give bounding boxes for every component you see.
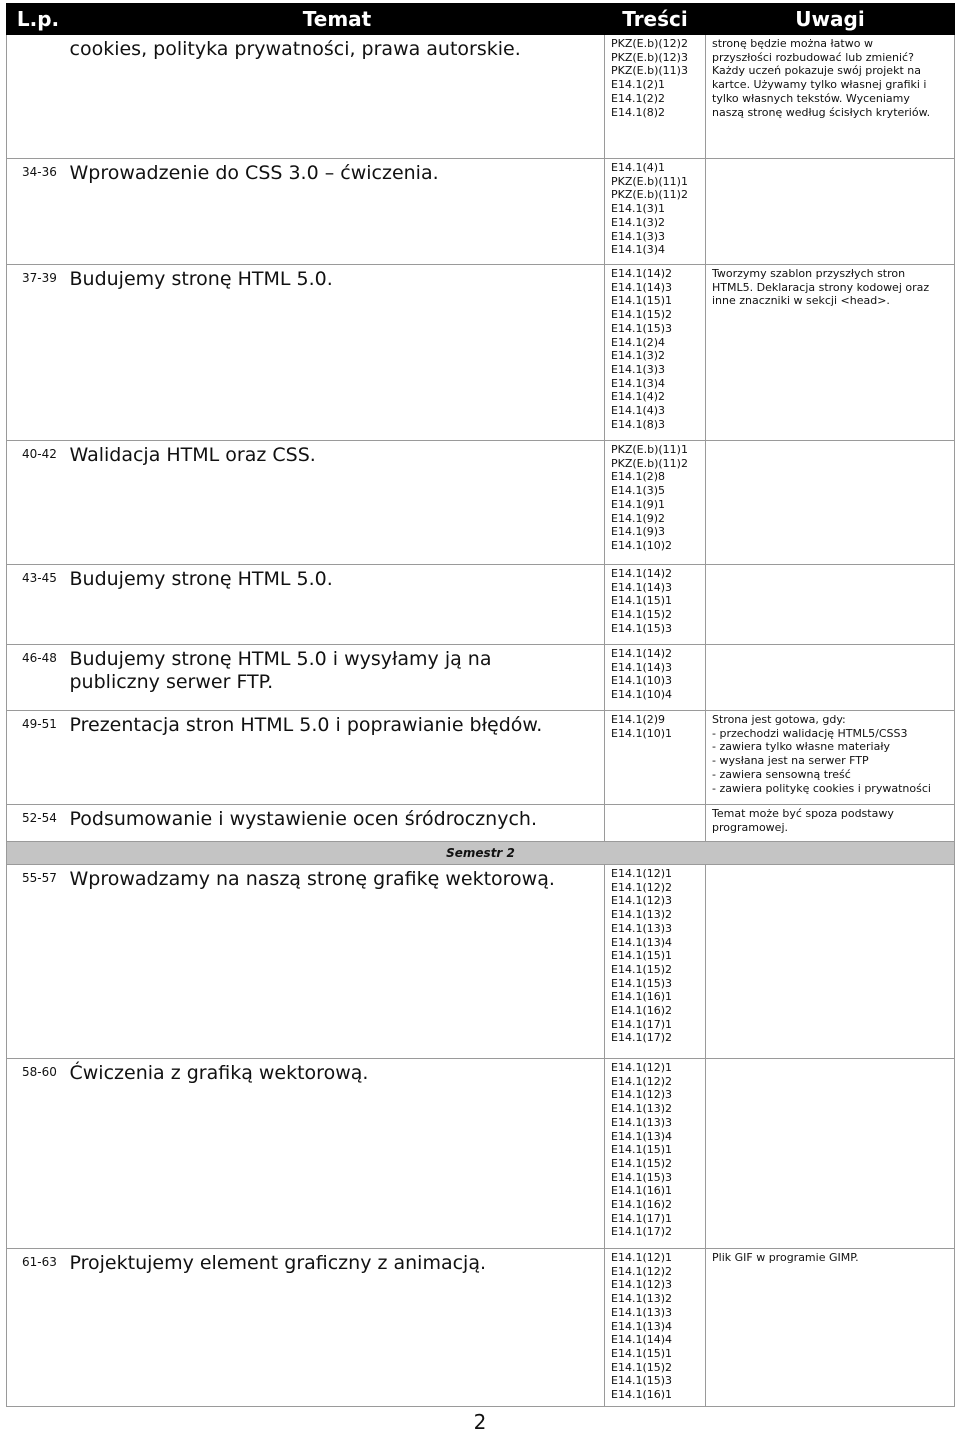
row-content (605, 265, 706, 441)
header-lp: L.p. (7, 4, 70, 35)
table-row (7, 805, 955, 842)
text-line: E14.1(9)3 (611, 525, 666, 539)
text-line: E14.1(9)2 (611, 511, 666, 525)
row-content (605, 645, 706, 711)
text-line: E14.1(12)3 (611, 1278, 673, 1292)
text-line: E14.1(16)1 (611, 1388, 673, 1402)
header-notes: Uwagi (706, 4, 955, 35)
text-line: - przechodzi walidację HTML5/CSS3 (712, 726, 908, 740)
text-line: PKZ(E.b)(11)2 (611, 456, 688, 470)
text-line: E14.1(2)8 (611, 470, 666, 484)
table-row (7, 645, 955, 711)
row-notes (706, 265, 955, 441)
text-line: E14.1(16)1 (611, 1184, 673, 1198)
row-content (605, 805, 706, 842)
semester-label: Semestr 2 (7, 842, 955, 865)
text-line: E14.1(10)4 (611, 688, 673, 702)
row-lp: 61-63 (7, 1249, 70, 1407)
text-line: Każdy uczeń pokazuje swój projekt na (712, 64, 921, 78)
text-line: E14.1(13)2 (611, 1102, 673, 1116)
row-notes (706, 805, 955, 842)
text-line: E14.1(15)1 (611, 294, 673, 308)
table-row (7, 265, 955, 441)
row-lp: 55-57 (7, 865, 70, 1059)
text-line: Temat może być spoza podstawy (712, 807, 894, 820)
text-line: E14.1(15)2 (611, 308, 673, 322)
text-line: E14.1(4)1 (611, 161, 666, 174)
row-content (605, 1059, 706, 1249)
text-line: E14.1(3)4 (611, 376, 666, 390)
text-line: kartce. Używamy tylko własnej grafiki i (712, 78, 927, 92)
text-line: E14.1(4)2 (611, 390, 666, 404)
text-line: E14.1(14)4 (611, 1333, 673, 1347)
text-line: E14.1(15)2 (611, 962, 673, 976)
table-row (7, 35, 955, 159)
text-line: stronę będzie można łatwo w (712, 37, 873, 50)
text-line: E14.1(12)1 (611, 867, 673, 880)
text-line: - zawiera tylko własne materiały (712, 740, 890, 754)
text-line: E14.1(12)2 (611, 1074, 673, 1088)
text-line: E14.1(15)2 (611, 608, 673, 622)
semester-divider-row (7, 842, 955, 865)
text-line: E14.1(12)1 (611, 1061, 673, 1074)
text-line: E14.1(16)1 (611, 990, 673, 1004)
text-line: przyszłości rozbudować lub zmienić? (712, 50, 914, 64)
text-line: E14.1(15)1 (611, 1143, 673, 1157)
row-topic: Budujemy stronę HTML 5.0. (70, 565, 605, 645)
text-line: PKZ(E.b)(11)1 (611, 174, 688, 188)
row-content (605, 441, 706, 565)
text-line: E14.1(14)3 (611, 580, 673, 594)
row-topic: cookies, polityka prywatności, prawa autorskie. (70, 35, 605, 159)
text-line: E14.1(15)3 (611, 321, 673, 335)
row-lp: 52-54 (7, 805, 70, 842)
text-line: E14.1(15)3 (611, 976, 673, 990)
row-topic: Ćwiczenia z grafiką wektorową. (70, 1059, 605, 1249)
text-line: E14.1(15)2 (611, 1156, 673, 1170)
text-line: E14.1(3)1 (611, 202, 666, 216)
text-line: E14.1(12)2 (611, 1264, 673, 1278)
row-topic: Budujemy stronę HTML 5.0. (70, 265, 605, 441)
text-line: E14.1(13)3 (611, 921, 673, 935)
text-line: E14.1(3)3 (611, 362, 666, 376)
text-line: E14.1(14)2 (611, 567, 673, 580)
row-content (605, 1249, 706, 1407)
text-line: Tworzymy szablon przyszłych stron (712, 267, 906, 280)
table-row (7, 441, 955, 565)
text-line: E14.1(13)4 (611, 1129, 673, 1143)
row-topic: Podsumowanie i wystawienie ocen śródrocznych. (70, 805, 605, 842)
text-line: E14.1(9)1 (611, 497, 666, 511)
text-line: programowej. (712, 820, 789, 834)
text-line: inne znaczniki w sekcji <head>. (712, 294, 890, 308)
text-line: E14.1(13)4 (611, 935, 673, 949)
text-line: E14.1(13)4 (611, 1319, 673, 1333)
text-line: Budujemy stronę HTML 5.0 i wysyłamy ją na (69, 648, 492, 670)
row-content (605, 159, 706, 265)
row-notes (706, 711, 955, 805)
text-line: E14.1(15)2 (611, 1360, 673, 1374)
text-line: naszą stronę według ścisłych kryteriów. (712, 105, 931, 119)
text-line: PKZ(E.b)(12)3 (611, 50, 688, 64)
text-line: - wysłana jest na serwer FTP (712, 754, 869, 768)
row-topic (70, 645, 605, 711)
text-line: tylko własnych tekstów. Wyceniamy (712, 91, 910, 105)
text-line: E14.1(12)2 (611, 880, 673, 894)
text-line: E14.1(13)2 (611, 908, 673, 922)
row-lp: 34-36 (7, 159, 70, 265)
row-notes (706, 1249, 955, 1407)
text-line: E14.1(3)3 (611, 229, 666, 243)
text-line: PKZ(E.b)(11)2 (611, 188, 688, 202)
text-line: E14.1(17)2 (611, 1031, 673, 1045)
row-notes (706, 565, 955, 645)
table-row (7, 865, 955, 1059)
text-line: HTML5. Deklaracja strony kodowej oraz (712, 280, 930, 294)
header-content: Treści (605, 4, 706, 35)
text-line: E14.1(10)1 (611, 726, 673, 740)
text-line: Plik GIF w programie GIMP. (712, 1251, 859, 1264)
text-line: publiczny serwer FTP. (69, 671, 274, 693)
row-notes (706, 35, 955, 159)
text-line: E14.1(8)2 (611, 105, 666, 119)
text-line: E14.1(14)3 (611, 660, 673, 674)
text-line: E14.1(15)1 (611, 949, 673, 963)
row-topic: Projektujemy element graficzny z animacją. (70, 1249, 605, 1407)
text-line: E14.1(13)3 (611, 1115, 673, 1129)
text-line: E14.1(2)2 (611, 91, 666, 105)
row-lp (7, 35, 70, 159)
text-line: E14.1(14)2 (611, 267, 673, 280)
text-line: E14.1(15)1 (611, 1346, 673, 1360)
text-line: PKZ(E.b)(12)2 (611, 37, 688, 50)
text-line: E14.1(4)3 (611, 404, 666, 418)
text-line: E14.1(3)2 (611, 349, 666, 363)
text-line: E14.1(15)3 (611, 1170, 673, 1184)
row-notes (706, 1059, 955, 1249)
text-line: E14.1(16)2 (611, 1004, 673, 1018)
row-lp: 43-45 (7, 565, 70, 645)
text-line: E14.1(10)3 (611, 674, 673, 688)
row-content (605, 865, 706, 1059)
text-line: E14.1(8)3 (611, 417, 666, 431)
row-lp: 40-42 (7, 441, 70, 565)
text-line: E14.1(17)2 (611, 1225, 673, 1239)
table-header-row (7, 4, 955, 35)
row-content (605, 565, 706, 645)
text-line: PKZ(E.b)(11)1 (611, 443, 688, 456)
row-topic: Wprowadzenie do CSS 3.0 – ćwiczenia. (70, 159, 605, 265)
text-line: E14.1(3)5 (611, 484, 666, 498)
table-row (7, 711, 955, 805)
row-lp: 46-48 (7, 645, 70, 711)
row-lp: 49-51 (7, 711, 70, 805)
text-line: Strona jest gotowa, gdy: (712, 713, 846, 726)
text-line: E14.1(2)1 (611, 78, 666, 92)
row-topic: Walidacja HTML oraz CSS. (70, 441, 605, 565)
text-line: E14.1(17)1 (611, 1211, 673, 1225)
table-row (7, 565, 955, 645)
row-notes (706, 441, 955, 565)
text-line: PKZ(E.b)(11)3 (611, 64, 688, 78)
row-topic: Wprowadzamy na naszą stronę grafikę wektorową. (70, 865, 605, 1059)
text-line: E14.1(3)4 (611, 243, 666, 257)
text-line: E14.1(12)1 (611, 1251, 673, 1264)
text-line: E14.1(13)2 (611, 1292, 673, 1306)
text-line: E14.1(14)3 (611, 280, 673, 294)
text-line: E14.1(3)2 (611, 215, 666, 229)
text-line: - zawiera sensowną treść (712, 767, 851, 781)
text-line: E14.1(12)3 (611, 1088, 673, 1102)
text-line: E14.1(17)1 (611, 1017, 673, 1031)
row-topic: Prezentacja stron HTML 5.0 i poprawianie błędów. (70, 711, 605, 805)
table-row (7, 1059, 955, 1249)
row-content (605, 35, 706, 159)
text-line: E14.1(10)2 (611, 538, 673, 552)
text-line: - zawiera politykę cookies i prywatności (712, 781, 931, 795)
table-row (7, 1249, 955, 1407)
row-content (605, 711, 706, 805)
text-line: E14.1(16)2 (611, 1198, 673, 1212)
text-line: E14.1(15)1 (611, 594, 673, 608)
text-line: E14.1(2)9 (611, 713, 666, 726)
row-lp: 37-39 (7, 265, 70, 441)
row-lp: 58-60 (7, 1059, 70, 1249)
row-notes (706, 865, 955, 1059)
table-row (7, 159, 955, 265)
text-line: E14.1(15)3 (611, 1374, 673, 1388)
curriculum-table (6, 3, 955, 1407)
text-line: E14.1(12)3 (611, 894, 673, 908)
page-number: 2 (473, 1410, 487, 1434)
header-topic: Temat (70, 4, 605, 35)
text-line: E14.1(2)4 (611, 335, 666, 349)
text-line: E14.1(14)2 (611, 647, 673, 660)
text-line: E14.1(13)3 (611, 1305, 673, 1319)
row-notes (706, 159, 955, 265)
row-notes (706, 645, 955, 711)
text-line: E14.1(15)3 (611, 621, 673, 635)
